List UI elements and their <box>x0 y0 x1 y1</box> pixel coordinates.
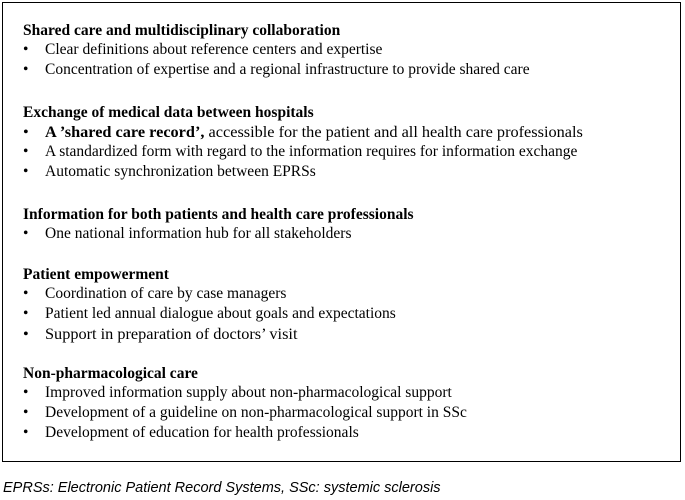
list-item-text: Coordination of care by case managers <box>45 285 287 302</box>
bullet-icon: • <box>23 122 29 141</box>
list-item <box>23 60 670 80</box>
section-heading: Shared care and multidisciplinary collaboration <box>23 22 341 39</box>
list-item <box>23 40 670 60</box>
bullet-icon: • <box>23 61 29 78</box>
list-item-text: Development of education for health professionals <box>45 424 359 441</box>
bullet-icon: • <box>23 285 29 302</box>
list-item <box>23 224 670 244</box>
bullet-list <box>23 40 670 80</box>
list-item-strong: A ’shared care record’, <box>45 122 205 141</box>
list-item <box>23 304 670 324</box>
section-heading: Non-pharmacological care <box>23 365 198 382</box>
list-item-text: Automatic synchronization between EPRSs <box>45 163 316 180</box>
list-item-text: Clear definitions about reference centers and expertise <box>45 41 383 58</box>
bullet-icon: • <box>23 225 29 242</box>
bullet-icon: • <box>23 424 29 441</box>
section-medical-data-exchange <box>23 104 670 182</box>
table-box <box>2 2 681 462</box>
bullet-icon: • <box>23 143 29 160</box>
list-item <box>23 324 670 344</box>
section-shared-care <box>23 22 670 80</box>
list-item-text: Patient led annual dialogue about goals and expectations <box>45 305 396 322</box>
list-item-text: Development of a guideline on non-pharmacological support in SSc <box>45 404 467 421</box>
bullet-list <box>23 383 670 443</box>
section-non-pharmacological <box>23 365 670 443</box>
section-patient-empowerment <box>23 266 670 344</box>
footnote: EPRSs: Electronic Patient Record Systems, SSc: systemic sclerosis <box>3 480 441 496</box>
list-item <box>23 162 670 182</box>
bullet-icon: • <box>23 404 29 421</box>
list-item <box>23 284 670 304</box>
list-item <box>23 423 670 443</box>
bullet-icon: • <box>23 163 29 180</box>
list-item <box>23 122 670 142</box>
list-item <box>23 142 670 162</box>
bullet-icon: • <box>23 384 29 401</box>
bullet-list <box>23 224 670 244</box>
section-heading: Exchange of medical data between hospitals <box>23 104 314 121</box>
bullet-icon: • <box>23 41 29 58</box>
list-item-text: A standardized form with regard to the information requires for information exchange <box>45 143 578 160</box>
list-item-text: Improved information supply about non-pharmacological support <box>45 384 452 401</box>
section-heading: Patient empowerment <box>23 266 169 283</box>
bullet-list <box>23 122 670 182</box>
list-item-text: accessible for the patient and all health care professionals <box>204 122 583 141</box>
list-item <box>23 383 670 403</box>
bullet-icon: • <box>23 324 29 343</box>
bullet-icon: • <box>23 305 29 322</box>
section-information <box>23 206 670 244</box>
list-item-text: Support in preparation of doctors’ visit <box>45 324 298 343</box>
list-item <box>23 403 670 423</box>
list-item-text: One national information hub for all stakeholders <box>45 225 352 242</box>
list-item-text: Concentration of expertise and a regional infrastructure to provide shared care <box>45 61 530 78</box>
section-heading: Information for both patients and health care professionals <box>23 206 414 223</box>
bullet-list <box>23 284 670 344</box>
